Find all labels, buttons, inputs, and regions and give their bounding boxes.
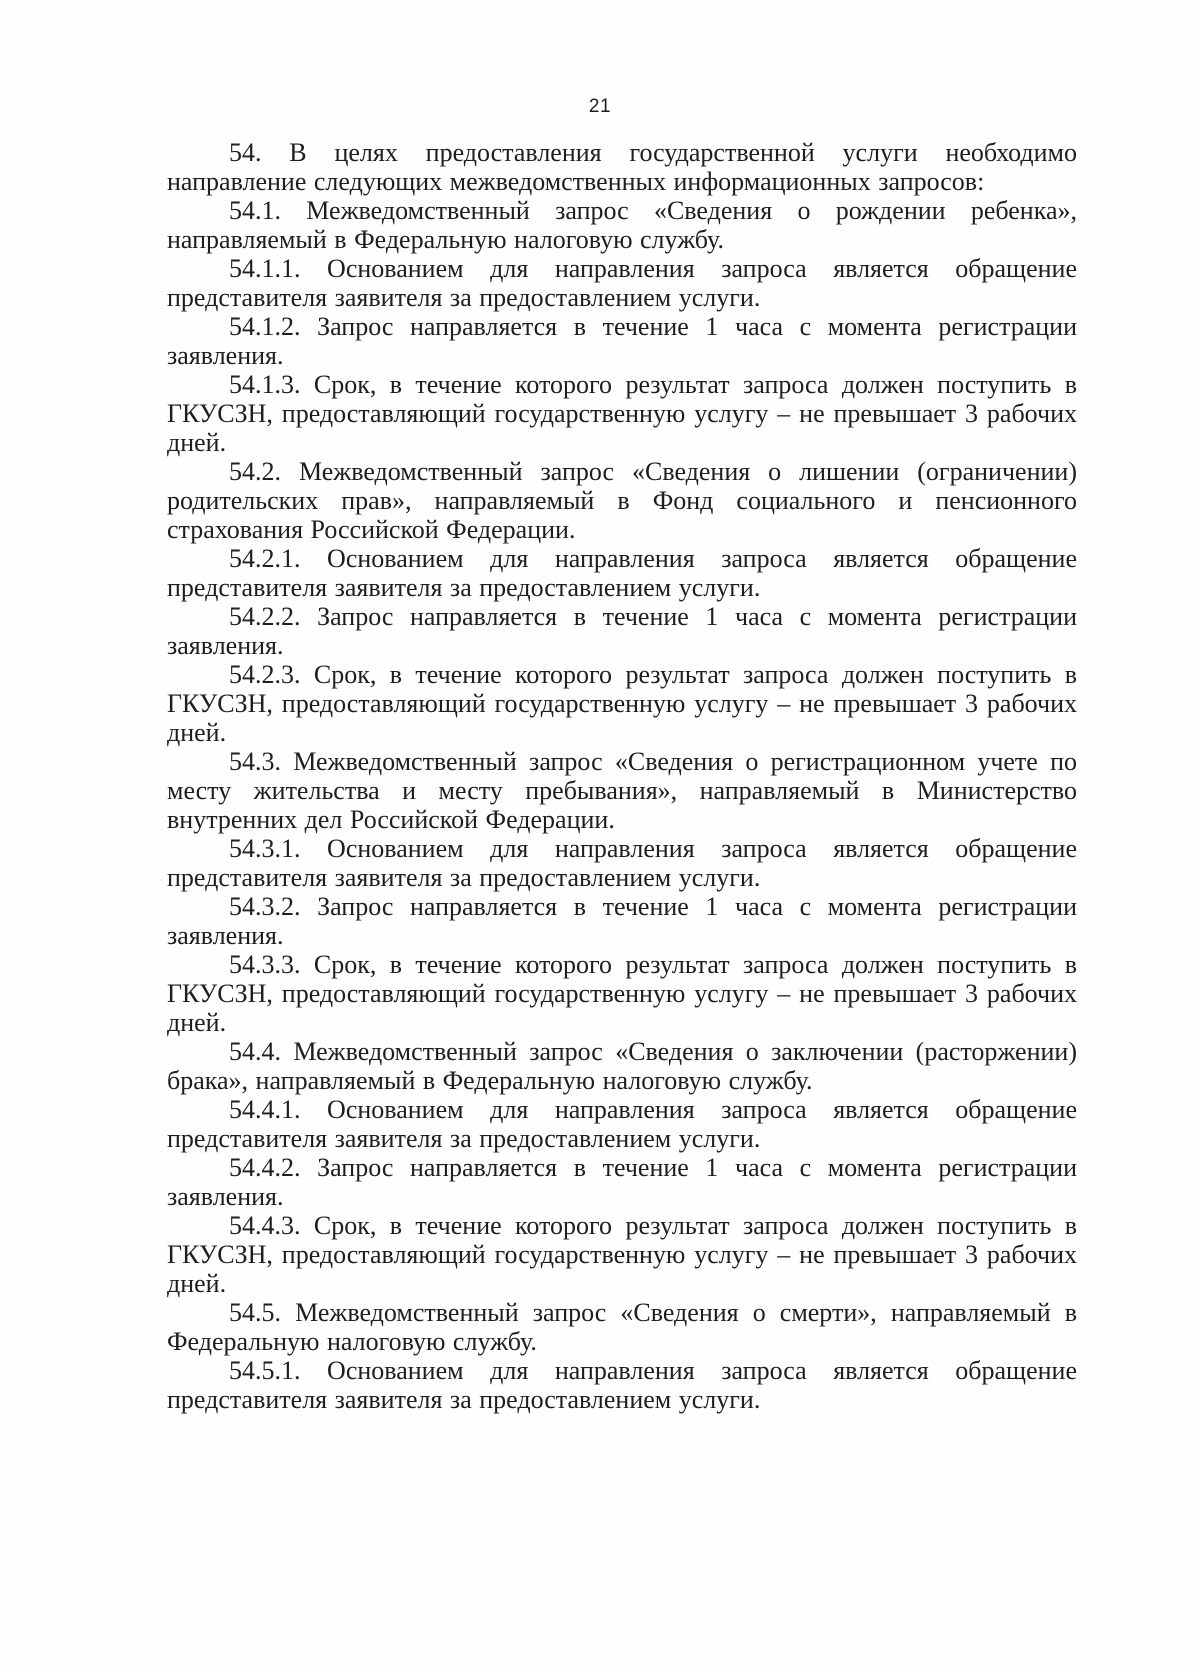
paragraph-54-1-1: 54.1.1. Основанием для направления запроса является обращение представителя заявителя за предоставлением услуги.: [167, 254, 1077, 312]
paragraph-54-3-1: 54.3.1. Основанием для направления запроса является обращение представителя заявителя за предоставлением услуги.: [167, 834, 1077, 892]
paragraph-54-3-2: 54.3.2. Запрос направляется в течение 1 часа с момента регистрации заявления.: [167, 892, 1077, 950]
paragraph-54-3-3: 54.3.3. Срок, в течение которого результат запроса должен поступить в ГКУСЗН, предоставляющий государственную услугу – не превышает 3 рабочих дней.: [167, 950, 1077, 1037]
paragraph-54-3: 54.3. Межведомственный запрос «Сведения о регистрационном учете по месту жительства и месту пребывания», направляемый в Министерство внутренних дел Российской Федерации.: [167, 747, 1077, 834]
paragraph-54-4-1: 54.4.1. Основанием для направления запроса является обращение представителя заявителя за предоставлением услуги.: [167, 1095, 1077, 1153]
paragraph-54-4: 54.4. Межведомственный запрос «Сведения о заключении (расторжении) брака», направляемый в Федеральную налоговую службу.: [167, 1037, 1077, 1095]
paragraph-54-2-1: 54.2.1. Основанием для направления запроса является обращение представителя заявителя за предоставлением услуги.: [167, 544, 1077, 602]
paragraph-54-4-2: 54.4.2. Запрос направляется в течение 1 часа с момента регистрации заявления.: [167, 1153, 1077, 1211]
page-number: 21: [588, 96, 612, 117]
paragraph-54-2-3: 54.2.3. Срок, в течение которого результат запроса должен поступить в ГКУСЗН, предоставляющий государственную услугу – не превышает 3 рабочих дней.: [167, 660, 1077, 747]
paragraph-54-2-2: 54.2.2. Запрос направляется в течение 1 часа с момента регистрации заявления.: [167, 602, 1077, 660]
paragraph-54-1: 54.1. Межведомственный запрос «Сведения о рождении ребенка», направляемый в Федеральную налоговую службу.: [167, 196, 1077, 254]
paragraph-54-2: 54.2. Межведомственный запрос «Сведения о лишении (ограничении) родительских прав», направляемый в Фонд социального и пенсионного страхования Российской Федерации.: [167, 457, 1077, 544]
paragraph-54-1-2: 54.1.2. Запрос направляется в течение 1 часа с момента регистрации заявления.: [167, 312, 1077, 370]
paragraph-54: 54. В целях предоставления государственной услуги необходимо направление следующих межведомственных информационных запросов:: [167, 138, 1077, 196]
paragraph-54-5-1: 54.5.1. Основанием для направления запроса является обращение представителя заявителя за предоставлением услуги.: [167, 1356, 1077, 1414]
paragraph-54-1-3: 54.1.3. Срок, в течение которого результат запроса должен поступить в ГКУСЗН, предоставляющий государственную услугу – не превышает 3 рабочих дней.: [167, 370, 1077, 457]
document-body: [167, 138, 1077, 1414]
paragraph-54-5: 54.5. Межведомственный запрос «Сведения о смерти», направляемый в Федеральную налоговую службу.: [167, 1298, 1077, 1356]
paragraph-54-4-3: 54.4.3. Срок, в течение которого результат запроса должен поступить в ГКУСЗН, предоставляющий государственную услугу – не превышает 3 рабочих дней.: [167, 1211, 1077, 1298]
